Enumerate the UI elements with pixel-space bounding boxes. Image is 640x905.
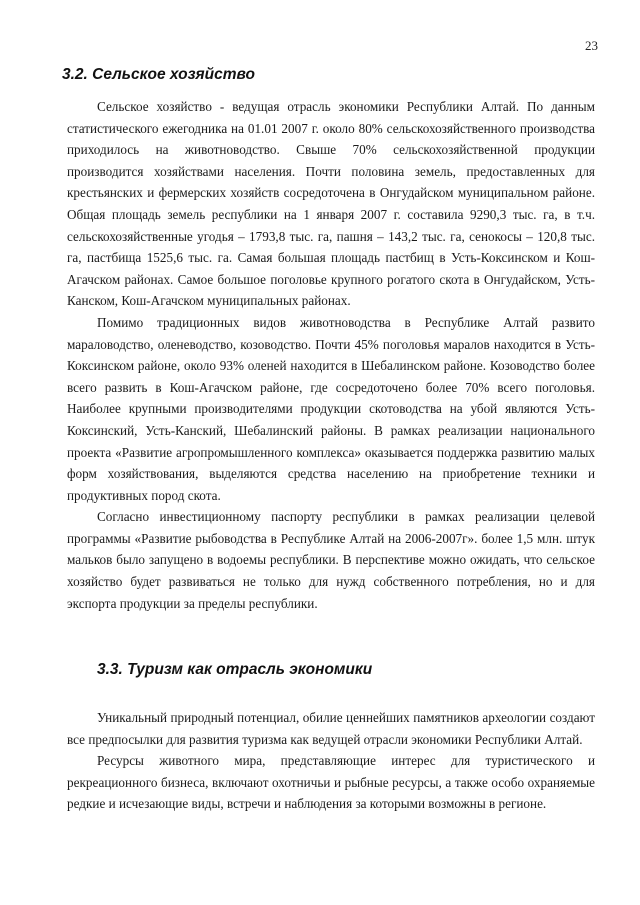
page-number: 23: [585, 38, 598, 53]
paragraph: Помимо традиционных видов животноводства в Республике Алтай развито мараловодство, оленеводство, козоводство. Почти 45% поголовья маралов находится в Усть-Коксинском районе, около 93% оленей находится в Шебалинском районе. Козоводство более всего развить в Кош-Агачском районе, где сосредоточено более 70% всего поголовья. Наиболее крупными производителями продукции скотоводства на убой являются Усть-Коксинский, Усть-Канский, Шебалинский районы. В рамках реализации национального проекта «Развитие агропромышленного комплекса» оказывается поддержка развитию малых форм хозяйствования, выделяются средства населению на приобретение техники и продуктивных пород скота.: [67, 314, 595, 503]
section-heading-tourism: 3.3. Туризм как отрасль экономики: [97, 661, 373, 678]
paragraph: Уникальный природный потенциал, обилие ценнейших памятников археологии создают все предпосылки для развития туризма как ведущей отрасли экономики Республики Алтай.: [67, 710, 595, 747]
paragraph: Ресурсы животного мира, представляющие интерес для туристического и рекреационного бизнеса, включают охотничьи и рыбные ресурсы, а также особо охраняемые редкие и исчезающие виды, встречи и наблюдения за которыми возможны в регионе.: [67, 753, 595, 812]
section-heading-agriculture: 3.2. Сельское хозяйство: [62, 66, 255, 83]
section-body-tourism: [67, 707, 595, 815]
paragraph: Согласно инвестиционному паспорту республики в рамках реализации целевой программы «Развитие рыбоводства в Республике Алтай на 2006-2007г». более 1,5 млн. штук мальков было запущено в водоемы республики. В перспективе можно ожидать, что сельское хозяйство будет развиваться не только для нужд собственного потребления, но и для экспорта продукции за пределы республики.: [67, 509, 595, 611]
section-body-agriculture: [67, 96, 595, 614]
paragraph: Сельское хозяйство - ведущая отрасль экономики Республики Алтай. По данным статистического ежегодника на 01.01 2007 г. около 80% сельскохозяйственного производства приходилось на животноводство. Свыше 70% сельскохозяйственной продукции производится хозяйствами населения. Почти половина земель, предоставленных для крестьянских и фермерских хозяйств сосредоточена в Онгудайском муниципальном районе. Общая площадь земель республики на 1 января 2007 г. составила 9290,3 тыс. га, в т.ч. сельскохозяйственные угодья – 1793,8 тыс. га, пашня – 143,2 тыс. га, сенокосы – 120,8 тыс. га, пастбища 1525,6 тыс. га. Самая большая площадь пастбищ в Усть-Коксинском и Кош-Агачском районах. Самое большое поголовье крупного рогатого скота в Онгудайском, Усть-Канском, Кош-Агачском муниципальных районах.: [67, 99, 595, 309]
